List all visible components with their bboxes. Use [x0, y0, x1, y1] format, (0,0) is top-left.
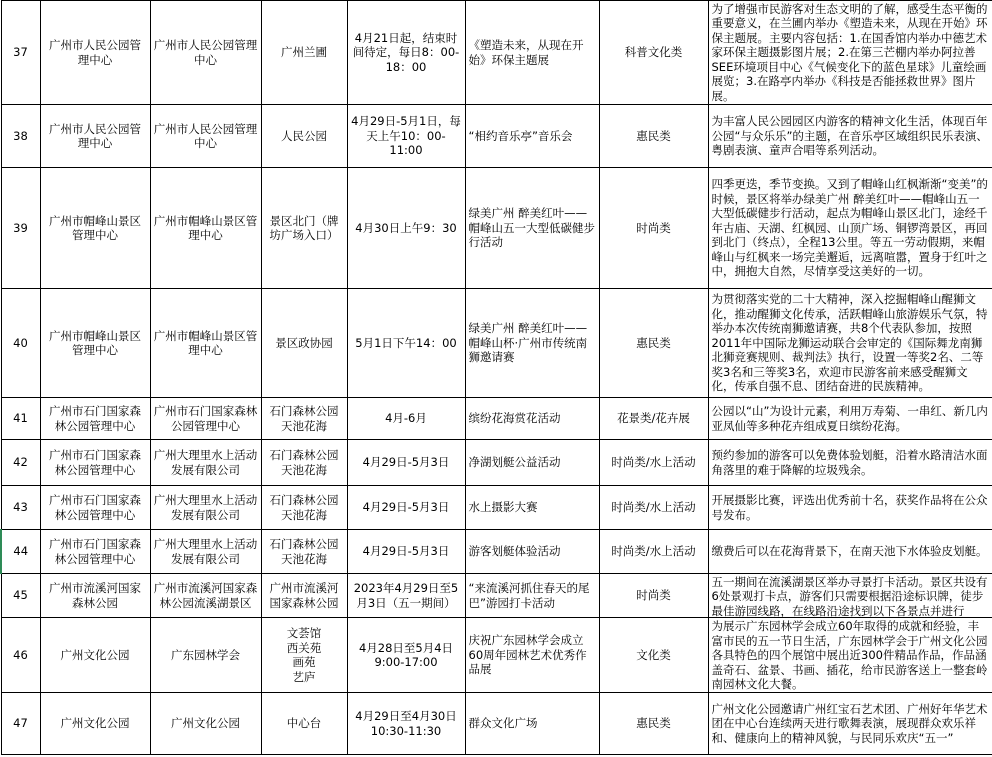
activity-title-cell[interactable]: 绿美广州 醉美红叶——帽峰山杯·广州市传统南狮邀请赛: [465, 289, 599, 398]
row-index[interactable]: 47: [1, 693, 40, 755]
description-cell[interactable]: 为了增强市民游客对生态文明的了解，感受生态平衡的重要意义，在兰圃内举办《塑造未来，从现在开始》环保主题展。主要内容包括：1.在国香馆内举办中德艺术家环保主题摄影图片展；2.在第三芒棚内举办阿拉善SEE环境项目中心《气候变化下的蓝色星球》儿童绘画展览；3.在路亭内举办《科技是否能拯救世界》图片展。: [708, 1, 992, 105]
time-cell[interactable]: 4月29日-5月3日: [347, 530, 465, 574]
description-text: 广州文化公园邀请广州红宝石艺术团、广州好年华艺术团在中心台连续两天进行歌舞表演，展现群众欢乐祥和、健康向上的精神风貌，与民同乐欢庆“五一”: [711, 701, 988, 745]
activity-title-cell[interactable]: 群众文化广场: [465, 693, 599, 755]
activity-title-cell[interactable]: “相约音乐亭”音乐会: [465, 105, 599, 168]
description-text: 五一期间在流溪湖景区举办寻景打卡活动。景区共设有6处景观打卡点，游客们只需要根据沿途标识牌，徒步最佳游园线路，在线路沿途找到以下各景点并进行: [711, 574, 988, 617]
venue-cell[interactable]: 中心台: [261, 693, 347, 755]
description-cell[interactable]: 为贯彻落实党的二十大精神，深入挖掘帽峰山醒狮文化，推动醒狮文化传承，活跃帽峰山旅游娱乐气氛，特举办本次传统南狮邀请赛，共8个代表队参加，按照2011年中国际龙狮运动联合会审定的《国际舞龙南狮北狮竞赛规则、裁判法》执行，设置一等奖2名、二等奖3名和三等奖3名，欢迎市民游客前来感受醒狮文化，传承自强不息、团结奋进的民族精神。: [708, 289, 992, 398]
table-row: [1, 440, 992, 486]
description-cell[interactable]: 公园以“山”为设计元素，利用万寿菊、一串红、新几内亚凤仙等多种花卉组成夏日缤纷花海。: [708, 398, 992, 440]
venue-cell[interactable]: 景区政协园: [261, 289, 347, 398]
venue-cell[interactable]: 石门森林公园天池花海: [261, 530, 347, 574]
description-cell[interactable]: [708, 574, 992, 618]
category-cell[interactable]: 时尚类: [599, 168, 708, 289]
category-cell[interactable]: 花景类/花卉展: [599, 398, 708, 440]
venue-line: 画苑: [292, 655, 316, 669]
table-row: [1, 105, 992, 168]
host-cell[interactable]: 广州市人民公园管理中心: [150, 105, 261, 168]
venue-cell[interactable]: 人民公园: [261, 105, 347, 168]
host-cell[interactable]: 广东园林学会: [150, 618, 261, 693]
host-cell[interactable]: 广州大理里水上活动发展有限公司: [150, 440, 261, 486]
organizer-cell[interactable]: 广州文化公园: [40, 618, 150, 693]
time-cell[interactable]: 4月30日上午9：30: [347, 168, 465, 289]
organizer-cell[interactable]: 广州市石门国家森林公园管理中心: [40, 440, 150, 486]
description-cell[interactable]: 四季更迭，季节变换。又到了帽峰山红枫渐渐“变美”的时候，景区将举办绿美广州 醉美红叶——帽峰山五一大型低碳健步行活动，起点为帽峰山景区北门，途经千年古庙、天湖、红枫园、山顶广场、铜锣湾景区，再回到北门（终点），全程13公里。等五一劳动假期，来帽峰山与红枫来一场完美邂逅，远离喧嚣，置身于红叶之中，拥抱大自然，尽情享受这美好的一切。: [708, 168, 992, 289]
activity-title-cell[interactable]: “来流溪河抓住春天的尾巴”游园打卡活动: [465, 574, 599, 618]
host-cell[interactable]: 广州大理里水上活动发展有限公司: [150, 486, 261, 530]
organizer-cell[interactable]: 广州市石门国家森林公园管理中心: [40, 530, 150, 574]
row-index[interactable]: 40: [1, 289, 40, 398]
category-cell[interactable]: 时尚类: [599, 574, 708, 618]
organizer-cell[interactable]: 广州市石门国家森林公园管理中心: [40, 398, 150, 440]
organizer-cell[interactable]: 广州市帽峰山景区管理中心: [40, 168, 150, 289]
description-cell[interactable]: 预约参加的游客可以免费体验划艇，沿着水路清洁水面角落里的难于降解的垃圾残余。: [708, 440, 992, 486]
venue-cell[interactable]: 广州兰圃: [261, 1, 347, 105]
table-row: [1, 168, 992, 289]
time-cell[interactable]: 4月29日-5月3日: [347, 440, 465, 486]
category-cell[interactable]: 时尚类/水上活动: [599, 440, 708, 486]
venue-line: 西关苑: [286, 640, 322, 655]
organizer-cell[interactable]: 广州市人民公园管理中心: [40, 1, 150, 105]
host-cell[interactable]: 广州市帽峰山景区管理中心: [150, 168, 261, 289]
host-cell[interactable]: 广州大理里水上活动发展有限公司: [150, 530, 261, 574]
venue-cell[interactable]: [261, 618, 347, 693]
category-cell[interactable]: 惠民类: [599, 105, 708, 168]
table-row: [1, 618, 992, 693]
activity-title-cell[interactable]: 绿美广州 醉美红叶——帽峰山五一大型低碳健步行活动: [465, 168, 599, 289]
row-index[interactable]: 41: [1, 398, 40, 440]
venue-cell[interactable]: 石门森林公园天池花海: [261, 440, 347, 486]
host-cell-text: 广州市流溪河国家森林公园流溪湖景区: [153, 581, 258, 610]
category-cell[interactable]: 时尚类/水上活动: [599, 530, 708, 574]
category-cell[interactable]: 惠民类: [599, 289, 708, 398]
time-cell[interactable]: 4月29日-5月1日，每天上午10：00-11:00: [347, 105, 465, 168]
host-cell[interactable]: 广州文化公园: [150, 693, 261, 755]
activity-title-cell[interactable]: 水上摄影大赛: [465, 486, 599, 530]
host-cell[interactable]: 广州市帽峰山景区管理中心: [150, 289, 261, 398]
description-cell[interactable]: [708, 618, 992, 693]
time-cell[interactable]: 2023年4月29日至5月3日（五一期间）: [347, 574, 465, 618]
time-cell[interactable]: 4月29日-5月3日: [347, 486, 465, 530]
host-cell[interactable]: 广州市人民公园管理中心: [150, 1, 261, 105]
activity-title-cell[interactable]: 缤纷花海赏花活动: [465, 398, 599, 440]
row-index[interactable]: 39: [1, 168, 40, 289]
table-row: [1, 574, 992, 618]
venue-cell[interactable]: 石门森林公园天池花海: [261, 486, 347, 530]
row-index[interactable]: 44: [1, 530, 40, 574]
venue-cell[interactable]: 景区北门（牌坊广场入口）: [261, 168, 347, 289]
table-row: [1, 486, 992, 530]
time-cell[interactable]: 4月-6月: [347, 398, 465, 440]
activity-title-cell[interactable]: 净湖划艇公益活动: [465, 440, 599, 486]
row-index[interactable]: 46: [1, 618, 40, 693]
row-index[interactable]: 45: [1, 574, 40, 618]
description-cell[interactable]: [708, 693, 992, 755]
venue-line: 文荟馆: [286, 626, 322, 640]
venue-cell[interactable]: 广州市流溪河国家森林公园: [261, 574, 347, 618]
category-cell[interactable]: 文化类: [599, 618, 708, 693]
organizer-cell[interactable]: 广州文化公园: [40, 693, 150, 755]
host-cell[interactable]: 广州市石门国家森林公园管理中心: [150, 398, 261, 440]
description-text: 为展示广东园林学会成立60年取得的成就和经验，丰富市民的五一节日生活，广东园林学会于广州文化公园各具特色的四个展馆中展出近300件精品作品，作品涵盖奇石、盆景、书画、插花，给市民游客送上一整套岭南园林文化大餐。: [711, 619, 988, 691]
time-cell[interactable]: 4月29日至4月30日 10:30-11:30: [347, 693, 465, 755]
row-index[interactable]: 43: [1, 486, 40, 530]
table-row: [1, 398, 992, 440]
description-cell[interactable]: 缴费后可以在花海背景下，在南天池下水体验皮划艇。: [708, 530, 992, 574]
organizer-cell[interactable]: 广州市石门国家森林公园管理中心: [40, 486, 150, 530]
table-row: [1, 289, 992, 398]
description-cell[interactable]: 为丰富人民公园园区内游客的精神文化生活，体现百年公园“与众乐乐”的主题，在音乐亭区域组织民乐表演、粤剧表演、童声合唱等系列活动。: [708, 105, 992, 168]
organizer-cell[interactable]: 广州市流溪河国家森林公园: [40, 574, 150, 618]
category-cell[interactable]: 科普文化类: [599, 1, 708, 105]
organizer-cell[interactable]: 广州市帽峰山景区管理中心: [40, 289, 150, 398]
organizer-cell[interactable]: 广州市人民公园管理中心: [40, 105, 150, 168]
row-index[interactable]: 37: [1, 1, 40, 105]
activity-title-cell[interactable]: 庆祝广东园林学会成立60周年园林艺术优秀作品展: [465, 618, 599, 693]
time-cell[interactable]: 4月28日至5月4日 9:00-17:00: [347, 618, 465, 693]
host-cell[interactable]: [150, 574, 261, 618]
row-index[interactable]: 42: [1, 440, 40, 486]
row-index[interactable]: 38: [1, 105, 40, 168]
category-cell[interactable]: 时尚类/水上活动: [599, 486, 708, 530]
table-row: [1, 1, 992, 105]
category-cell[interactable]: 惠民类: [599, 693, 708, 755]
time-cell[interactable]: 5月1日下午14：00: [347, 289, 465, 398]
venue-cell[interactable]: 石门森林公园天池花海: [261, 398, 347, 440]
description-cell[interactable]: 开展摄影比赛，评选出优秀前十名，获奖作品将在公众号发布。: [708, 486, 992, 530]
table-row: [1, 530, 992, 574]
venue-line: 艺庐: [292, 669, 316, 684]
table-row: [1, 693, 992, 755]
activity-title-cell[interactable]: 《塑造未来，从现在开始》环保主题展: [465, 1, 599, 105]
activity-title-cell[interactable]: 游客划艇体验活动: [465, 530, 599, 574]
time-cell[interactable]: 4月21日起，结束时间待定，每日8：00-18：00: [347, 1, 465, 105]
